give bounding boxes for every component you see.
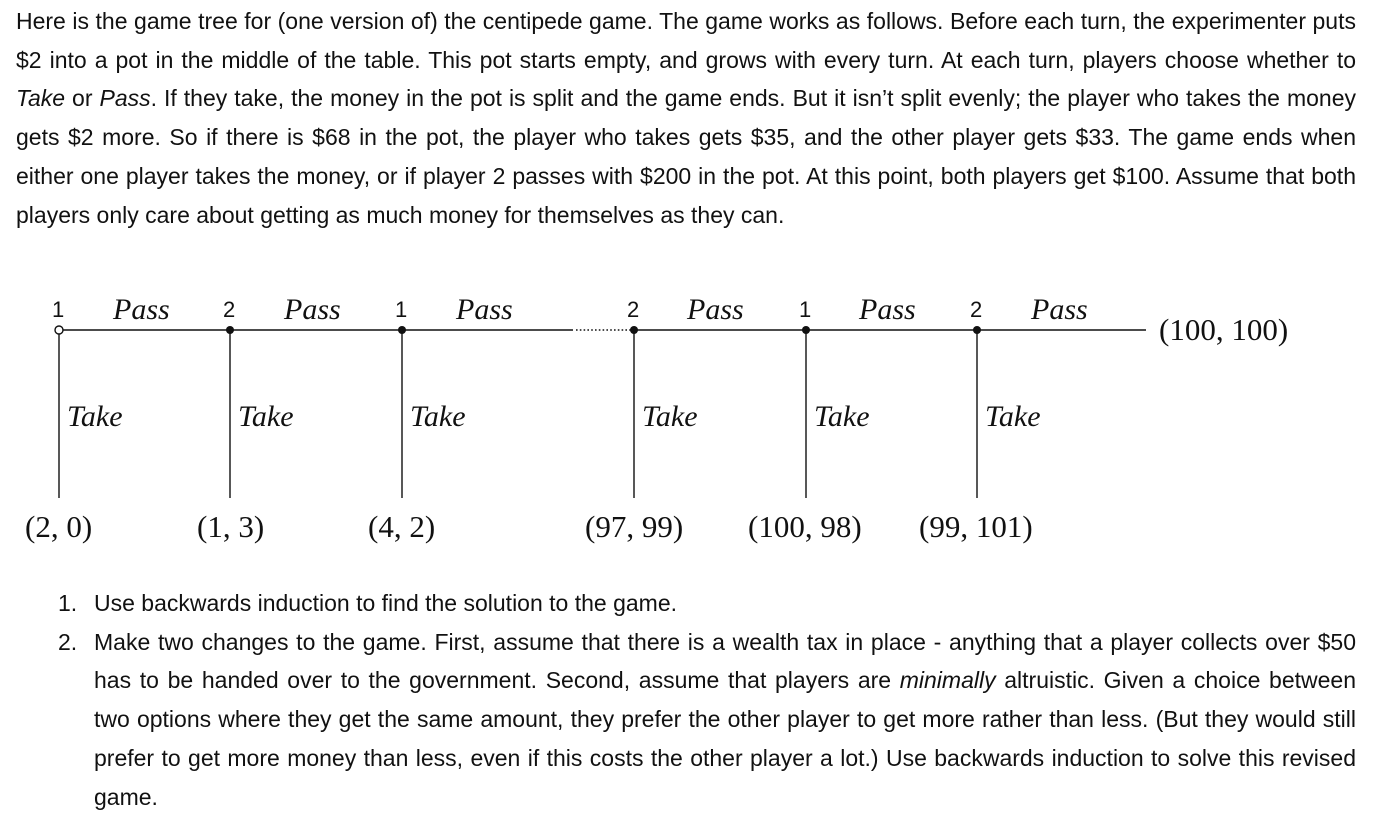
- payoff-label: (4, 2): [368, 509, 436, 544]
- final-payoff-label: (100, 100): [1159, 312, 1289, 347]
- decision-node: [398, 326, 406, 334]
- pass-label: Pass: [284, 293, 341, 326]
- minimally-emphasis: minimally: [899, 667, 996, 694]
- node-player-label: 1: [52, 297, 65, 322]
- question-text: Use backwards induction to find the solution to the game.: [94, 590, 678, 616]
- take-label: Take: [642, 400, 698, 433]
- payoff-label: (99, 101): [919, 509, 1033, 544]
- payoff-label: (2, 0): [25, 509, 93, 544]
- centipede-game-tree: [0, 288, 1380, 558]
- take-term: Take: [16, 85, 66, 112]
- node-player-label: 2: [627, 297, 640, 322]
- decision-node: [973, 326, 981, 334]
- take-label: Take: [238, 400, 294, 433]
- decision-node: [630, 326, 638, 334]
- problem-intro: [16, 2, 1356, 234]
- pass-label: Pass: [113, 293, 170, 326]
- initial-node: [55, 326, 63, 334]
- intro-text-2: or: [65, 85, 100, 112]
- node-player-label: 1: [395, 297, 408, 322]
- question-item: [50, 623, 1356, 817]
- intro-text-1: Here is the game tree for (one version of) the centipede game. The game works as follows. Before each turn, the experimenter puts $2 into a pot in the middle of the table. This pot starts empty, and grows with every turn. At each turn, players choose whether to: [16, 8, 1356, 73]
- decision-node: [802, 326, 810, 334]
- pass-label: Pass: [1031, 293, 1088, 326]
- pass-label: Pass: [456, 293, 513, 326]
- payoff-label: (97, 99): [585, 509, 684, 544]
- question-number: 2.: [58, 628, 78, 655]
- take-label: Take: [985, 400, 1041, 433]
- payoff-label: (100, 98): [748, 509, 862, 544]
- pass-label: Pass: [859, 293, 916, 326]
- take-label: Take: [814, 400, 870, 433]
- question-number: 1.: [58, 590, 78, 616]
- question-text: altruistic. Given a choice between two options where they get the same amount, they prefer the other player to get more rather than less. (But they would still prefer to get more money than less, even if this costs the other player a lot.) Use backwards induction to solve this revised game.: [94, 667, 1357, 810]
- node-player-label: 2: [970, 297, 983, 322]
- question-item: [50, 584, 1356, 623]
- intro-text-3: . If they take, the money in the pot is split and the game ends. But it isn’t split evenly; the player who takes the money gets $2 more. So if there is $68 in the pot, the player who takes gets $35, and the other player gets $33. The game ends when either one player takes the money, or if player 2 passes with $200 in the pot. At this point, both players get $100. Assume that both players only care about getting as much money for themselves as they can.: [16, 85, 1357, 228]
- question-list: [50, 584, 1356, 816]
- question-text: Make two changes to the game. First, assume that there is a wealth tax in place - anything that a player collects over $50 has to be handed over to the government. Second, assume that players are: [94, 628, 1356, 694]
- take-label: Take: [67, 400, 123, 433]
- node-player-label: 1: [799, 297, 812, 322]
- pass-term: Pass: [99, 85, 151, 112]
- node-player-label: 2: [223, 297, 236, 322]
- pass-label: Pass: [687, 293, 744, 326]
- take-label: Take: [410, 400, 466, 433]
- payoff-label: (1, 3): [197, 509, 265, 544]
- decision-node: [226, 326, 234, 334]
